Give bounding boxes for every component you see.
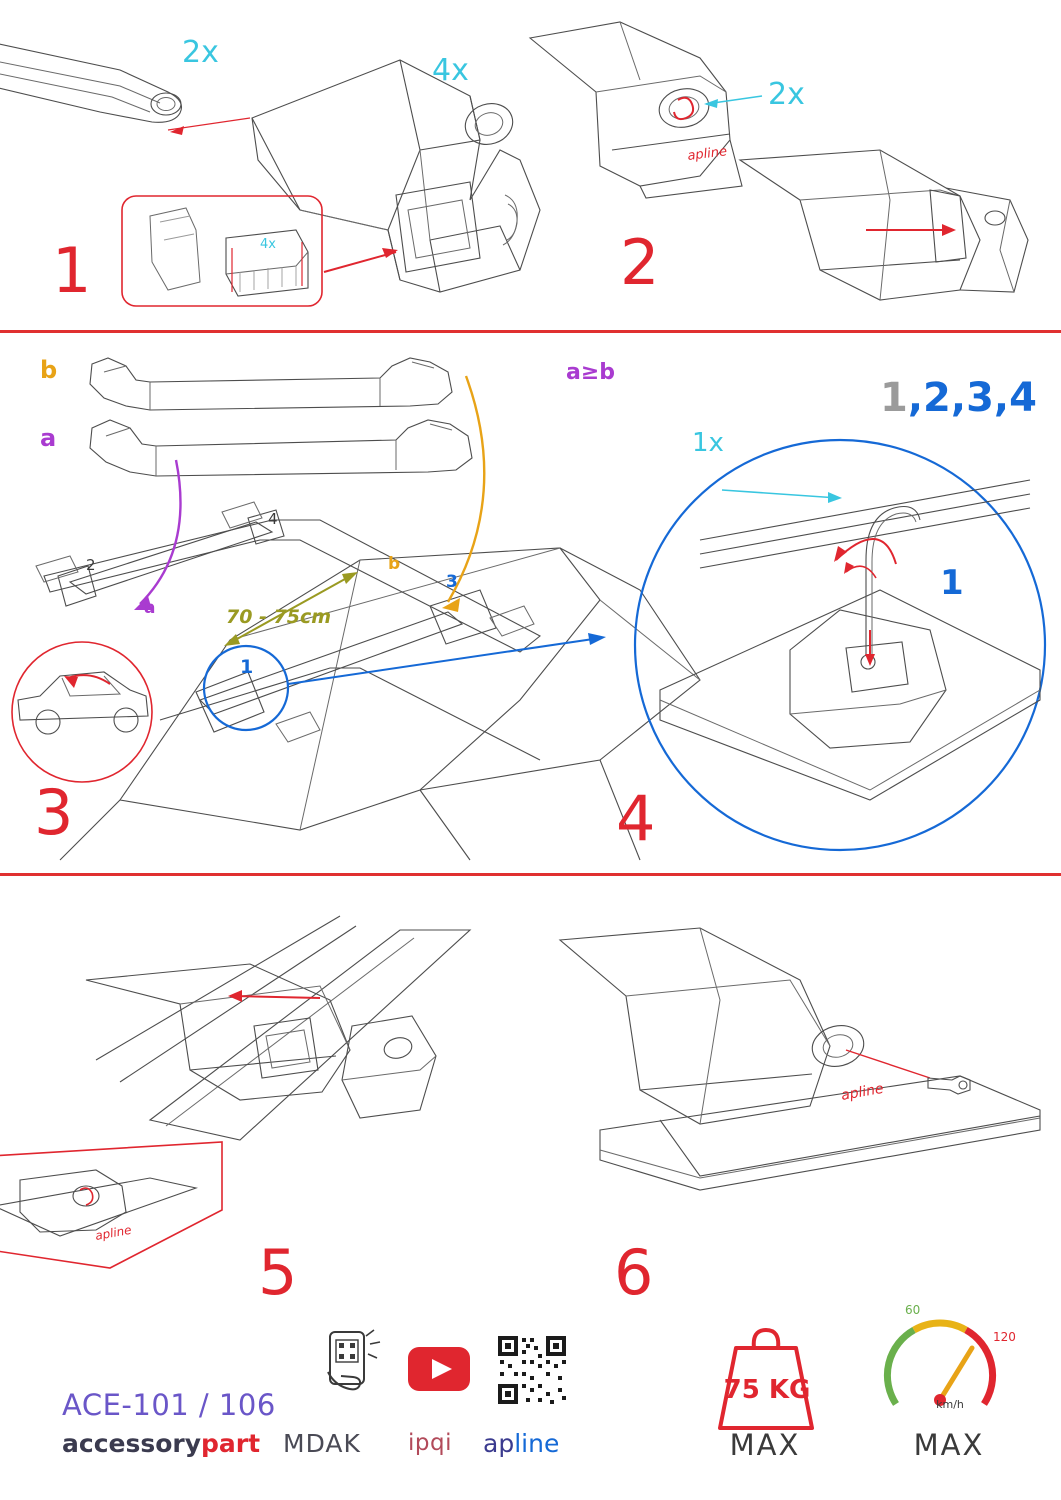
order-first: 1 xyxy=(880,375,908,421)
youtube-icon[interactable] xyxy=(408,1347,480,1399)
qty-label-caps: 2x xyxy=(182,35,219,70)
phone-qr-scan-icon xyxy=(310,1328,400,1418)
position-marker-1: 1 xyxy=(240,656,254,678)
step-number-3: 3 xyxy=(34,776,75,849)
speed-high-tick: 120 xyxy=(993,1330,1016,1344)
brand-mdak: MDAK xyxy=(283,1429,361,1458)
qty-label-key: 1x xyxy=(692,428,724,458)
qty-label-locks: 2x xyxy=(768,77,805,112)
order-marker-1: 1 xyxy=(940,563,964,603)
step-number-1: 1 xyxy=(52,234,93,307)
tightening-order xyxy=(880,375,1037,421)
step-number-2: 2 xyxy=(620,226,661,299)
brand-accessorypart-main: accessory xyxy=(62,1429,202,1458)
speed-unit: km/h xyxy=(936,1398,964,1411)
position-marker-3: 3 xyxy=(446,572,458,592)
qty-label-feet: 4x xyxy=(432,53,469,88)
order-rest: ,2,3,4 xyxy=(907,375,1037,421)
brand-apline-main: ap xyxy=(483,1429,515,1458)
arrow-label-a: a xyxy=(144,598,156,618)
svg-text:apline: apline xyxy=(686,144,728,164)
qty-label-pads: 4x xyxy=(260,237,276,252)
svg-text:apline: apline xyxy=(839,1080,885,1104)
bar-label-a: a xyxy=(40,424,57,452)
position-marker-2: 2 xyxy=(86,556,96,574)
brand-ipqi: ipqi xyxy=(408,1430,452,1456)
speed-limit-caption: MAX xyxy=(913,1428,985,1462)
relation-a-ge-b: a≥b xyxy=(566,360,616,385)
svg-text:apline: apline xyxy=(94,1222,133,1243)
arrow-label-b: b xyxy=(388,554,401,574)
brand-apline-accent: line xyxy=(514,1429,560,1458)
brand-accessorypart-accent: part xyxy=(201,1429,261,1458)
distance-label: 70 - 75cm xyxy=(226,606,332,628)
brand-apline xyxy=(483,1429,559,1458)
brand-accessorypart xyxy=(62,1429,260,1458)
step-number-6: 6 xyxy=(614,1236,655,1309)
product-code: ACE-101 / 106 xyxy=(62,1388,276,1422)
bar-label-b: b xyxy=(40,356,58,384)
step-number-4: 4 xyxy=(616,782,657,855)
qr-code-icon xyxy=(496,1334,572,1410)
position-marker-4: 4 xyxy=(268,510,278,528)
speed-low-tick: 60 xyxy=(905,1303,921,1317)
weight-limit-caption: MAX xyxy=(729,1428,801,1462)
step-number-5: 5 xyxy=(258,1236,299,1309)
weight-limit-value: 75 KG xyxy=(723,1375,811,1405)
